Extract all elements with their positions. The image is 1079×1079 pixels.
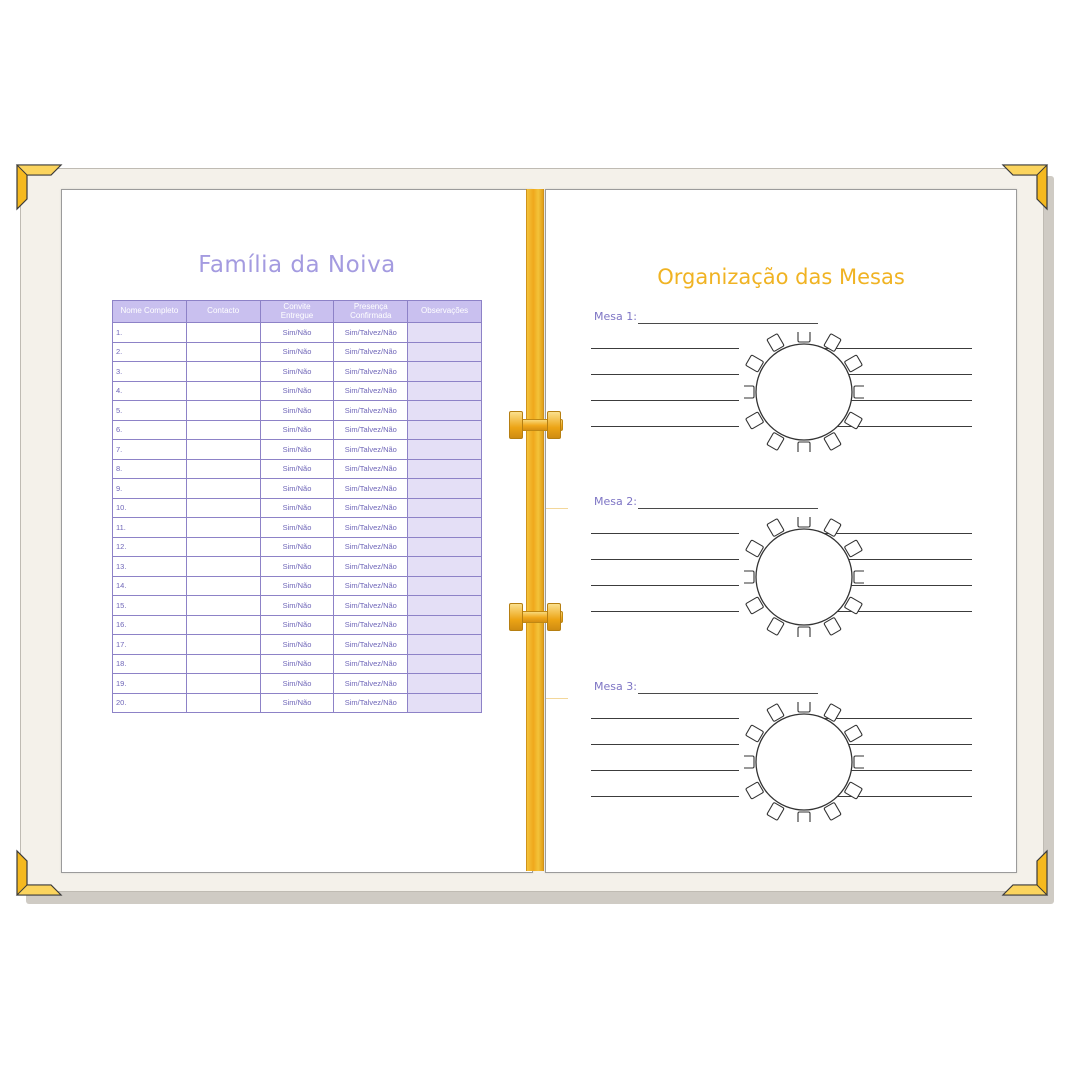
seat-name-line[interactable] <box>591 374 739 375</box>
table-row <box>113 498 482 518</box>
seat-name-line[interactable] <box>591 718 739 719</box>
seat-name-line[interactable] <box>591 400 739 401</box>
cell-nome-completo[interactable]: 2. <box>113 342 187 362</box>
cell-nome-completo[interactable]: 3. <box>113 362 187 382</box>
cell-nome-completo[interactable]: 14. <box>113 576 187 596</box>
column-header-contacto: Contacto <box>186 301 260 323</box>
cell-nome-completo[interactable]: 12. <box>113 537 187 557</box>
cell-nome-completo[interactable]: 13. <box>113 557 187 577</box>
cell-convite-entregue[interactable]: Sim/Não <box>260 693 334 713</box>
table-header-row <box>113 301 482 323</box>
table-row <box>113 381 482 401</box>
right-page <box>545 189 1017 873</box>
table-row <box>113 401 482 421</box>
cell-nome-completo[interactable]: 1. <box>113 323 187 343</box>
cell-presenca-confirmada[interactable]: Sim/Talvez/Não <box>334 362 408 382</box>
column-header-convite-line1: Convite <box>283 302 311 312</box>
cell-convite-entregue[interactable]: Sim/Não <box>260 615 334 635</box>
cell-convite-entregue[interactable]: Sim/Não <box>260 537 334 557</box>
mesa-label: Mesa 2: <box>594 495 637 508</box>
cell-convite-entregue[interactable]: Sim/Não <box>260 459 334 479</box>
cell-contacto[interactable] <box>186 693 260 713</box>
cell-presenca-confirmada[interactable]: Sim/Talvez/Não <box>334 440 408 460</box>
cell-observacoes[interactable] <box>408 401 482 421</box>
chair-icon <box>798 812 810 822</box>
cell-presenca-confirmada[interactable]: Sim/Talvez/Não <box>334 381 408 401</box>
column-header-nome: Nome Completo <box>113 301 187 323</box>
cell-contacto[interactable] <box>186 362 260 382</box>
cell-contacto[interactable] <box>186 479 260 499</box>
planner-book <box>20 168 1060 908</box>
seat-name-line[interactable] <box>591 611 739 612</box>
cell-nome-completo[interactable]: 20. <box>113 693 187 713</box>
cell-contacto[interactable] <box>186 635 260 655</box>
cell-convite-entregue[interactable]: Sim/Não <box>260 654 334 674</box>
cell-contacto[interactable] <box>186 674 260 694</box>
cell-presenca-confirmada[interactable]: Sim/Talvez/Não <box>334 459 408 479</box>
cell-observacoes[interactable] <box>408 498 482 518</box>
seat-name-line[interactable] <box>591 426 739 427</box>
cell-convite-entregue[interactable]: Sim/Não <box>260 498 334 518</box>
cell-contacto[interactable] <box>186 342 260 362</box>
chair-icon <box>744 571 754 583</box>
table-row <box>113 459 482 479</box>
cell-observacoes[interactable] <box>408 323 482 343</box>
cell-presenca-confirmada[interactable]: Sim/Talvez/Não <box>334 323 408 343</box>
table-row <box>113 420 482 440</box>
guest-list-body <box>113 323 482 713</box>
cell-convite-entregue[interactable]: Sim/Não <box>260 420 334 440</box>
column-header-presenca-line2: Confirmada <box>350 310 392 320</box>
cell-contacto[interactable] <box>186 381 260 401</box>
cell-convite-entregue[interactable]: Sim/Não <box>260 362 334 382</box>
cell-observacoes[interactable] <box>408 362 482 382</box>
cell-presenca-confirmada[interactable]: Sim/Talvez/Não <box>334 654 408 674</box>
cell-observacoes[interactable] <box>408 674 482 694</box>
cell-observacoes[interactable] <box>408 420 482 440</box>
column-header-presenca <box>334 301 408 323</box>
cell-presenca-confirmada[interactable]: Sim/Talvez/Não <box>334 479 408 499</box>
cell-convite-entregue[interactable]: Sim/Não <box>260 342 334 362</box>
mesa-name-field[interactable] <box>638 693 818 694</box>
table-row <box>113 576 482 596</box>
cell-convite-entregue[interactable]: Sim/Não <box>260 576 334 596</box>
table-row <box>113 674 482 694</box>
table-row <box>113 362 482 382</box>
cell-presenca-confirmada[interactable]: Sim/Talvez/Não <box>334 518 408 538</box>
page-title-right: Organização das Mesas <box>657 265 905 289</box>
seat-name-line[interactable] <box>591 533 739 534</box>
table-circle <box>756 344 852 440</box>
cell-nome-completo[interactable]: 10. <box>113 498 187 518</box>
seat-name-line[interactable] <box>591 585 739 586</box>
cell-nome-completo[interactable]: 9. <box>113 479 187 499</box>
mesa-name-field[interactable] <box>638 508 818 509</box>
round-table-diagram <box>744 702 864 822</box>
table-row <box>113 557 482 577</box>
chair-icon <box>798 442 810 452</box>
binding-clip-lower <box>509 601 561 631</box>
cell-nome-completo[interactable]: 8. <box>113 459 187 479</box>
cell-contacto[interactable] <box>186 576 260 596</box>
cell-observacoes[interactable] <box>408 654 482 674</box>
cell-presenca-confirmada[interactable]: Sim/Talvez/Não <box>334 537 408 557</box>
chair-icon <box>854 756 864 768</box>
cell-nome-completo[interactable]: 7. <box>113 440 187 460</box>
mesa-label: Mesa 3: <box>594 680 637 693</box>
book-cover <box>20 168 1044 892</box>
table-row <box>113 615 482 635</box>
mesa-label: Mesa 1: <box>594 310 637 323</box>
cell-observacoes[interactable] <box>408 459 482 479</box>
spine-mark-upper <box>546 508 568 509</box>
table-row <box>113 518 482 538</box>
cell-presenca-confirmada[interactable]: Sim/Talvez/Não <box>334 674 408 694</box>
chair-icon <box>744 386 754 398</box>
seat-name-line[interactable] <box>591 770 739 771</box>
chair-icon <box>854 571 864 583</box>
cell-observacoes[interactable] <box>408 635 482 655</box>
cell-observacoes[interactable] <box>408 381 482 401</box>
table-row <box>113 342 482 362</box>
table-row <box>113 596 482 616</box>
cell-observacoes[interactable] <box>408 537 482 557</box>
cell-contacto[interactable] <box>186 440 260 460</box>
cell-observacoes[interactable] <box>408 615 482 635</box>
round-table-diagram <box>744 332 864 452</box>
table-row <box>113 693 482 713</box>
cell-nome-completo[interactable]: 4. <box>113 381 187 401</box>
table-row <box>113 440 482 460</box>
table-row <box>113 323 482 343</box>
mesa-name-field[interactable] <box>638 323 818 324</box>
table-circle <box>756 529 852 625</box>
left-page <box>61 189 533 873</box>
cell-convite-entregue[interactable]: Sim/Não <box>260 479 334 499</box>
book-spine <box>526 189 544 871</box>
cell-convite-entregue[interactable]: Sim/Não <box>260 635 334 655</box>
round-table-diagram <box>744 517 864 637</box>
cell-presenca-confirmada[interactable]: Sim/Talvez/Não <box>334 342 408 362</box>
cell-presenca-confirmada[interactable]: Sim/Talvez/Não <box>334 596 408 616</box>
chair-icon <box>798 627 810 637</box>
corner-ornament-top-left <box>15 163 67 215</box>
column-header-convite-line2: Entregue <box>280 310 314 320</box>
guest-list-table <box>112 300 482 713</box>
chair-icon <box>798 702 810 712</box>
cell-nome-completo[interactable]: 16. <box>113 615 187 635</box>
cell-observacoes[interactable] <box>408 596 482 616</box>
cell-convite-entregue[interactable]: Sim/Não <box>260 440 334 460</box>
column-header-observacoes: Observações <box>408 301 482 323</box>
cell-nome-completo[interactable]: 17. <box>113 635 187 655</box>
cell-contacto[interactable] <box>186 323 260 343</box>
chair-icon <box>854 386 864 398</box>
cell-observacoes[interactable] <box>408 576 482 596</box>
cell-nome-completo[interactable]: 5. <box>113 401 187 421</box>
cell-nome-completo[interactable]: 18. <box>113 654 187 674</box>
binding-clip-upper <box>509 409 561 439</box>
cell-presenca-confirmada[interactable]: Sim/Talvez/Não <box>334 498 408 518</box>
cell-convite-entregue[interactable]: Sim/Não <box>260 557 334 577</box>
table-row <box>113 537 482 557</box>
cell-presenca-confirmada[interactable]: Sim/Talvez/Não <box>334 576 408 596</box>
cell-observacoes[interactable] <box>408 440 482 460</box>
cell-observacoes[interactable] <box>408 693 482 713</box>
cell-presenca-confirmada[interactable]: Sim/Talvez/Não <box>334 557 408 577</box>
cell-contacto[interactable] <box>186 615 260 635</box>
cell-contacto[interactable] <box>186 420 260 440</box>
cell-nome-completo[interactable]: 19. <box>113 674 187 694</box>
cell-presenca-confirmada[interactable]: Sim/Talvez/Não <box>334 401 408 421</box>
seat-name-line[interactable] <box>591 348 739 349</box>
column-header-presenca-line1: Presença <box>353 302 388 312</box>
corner-ornament-bottom-left <box>15 845 67 897</box>
table-row <box>113 635 482 655</box>
seat-name-line[interactable] <box>591 559 739 560</box>
spine-mark-lower <box>546 698 568 699</box>
cell-observacoes[interactable] <box>408 518 482 538</box>
seat-name-line[interactable] <box>591 796 739 797</box>
cell-observacoes[interactable] <box>408 479 482 499</box>
cell-presenca-confirmada[interactable]: Sim/Talvez/Não <box>334 615 408 635</box>
cell-convite-entregue[interactable]: Sim/Não <box>260 323 334 343</box>
page-title-left: Família da Noiva <box>198 252 396 278</box>
cell-convite-entregue[interactable]: Sim/Não <box>260 381 334 401</box>
chair-icon <box>798 517 810 527</box>
cell-convite-entregue[interactable]: Sim/Não <box>260 401 334 421</box>
table-row <box>113 654 482 674</box>
cell-convite-entregue[interactable]: Sim/Não <box>260 674 334 694</box>
cell-observacoes[interactable] <box>408 342 482 362</box>
cell-nome-completo[interactable]: 11. <box>113 518 187 538</box>
seat-name-line[interactable] <box>591 744 739 745</box>
table-circle <box>756 714 852 810</box>
chair-icon <box>798 332 810 342</box>
cell-contacto[interactable] <box>186 654 260 674</box>
cell-convite-entregue[interactable]: Sim/Não <box>260 518 334 538</box>
cell-nome-completo[interactable]: 15. <box>113 596 187 616</box>
column-header-convite <box>260 301 334 323</box>
cell-observacoes[interactable] <box>408 557 482 577</box>
cell-contacto[interactable] <box>186 498 260 518</box>
chair-icon <box>744 756 754 768</box>
cell-contacto[interactable] <box>186 596 260 616</box>
cell-contacto[interactable] <box>186 459 260 479</box>
cell-contacto[interactable] <box>186 518 260 538</box>
cell-presenca-confirmada[interactable]: Sim/Talvez/Não <box>334 693 408 713</box>
cell-nome-completo[interactable]: 6. <box>113 420 187 440</box>
cell-contacto[interactable] <box>186 557 260 577</box>
cell-convite-entregue[interactable]: Sim/Não <box>260 596 334 616</box>
table-row <box>113 479 482 499</box>
cell-contacto[interactable] <box>186 537 260 557</box>
cell-contacto[interactable] <box>186 401 260 421</box>
cell-presenca-confirmada[interactable]: Sim/Talvez/Não <box>334 420 408 440</box>
cell-presenca-confirmada[interactable]: Sim/Talvez/Não <box>334 635 408 655</box>
